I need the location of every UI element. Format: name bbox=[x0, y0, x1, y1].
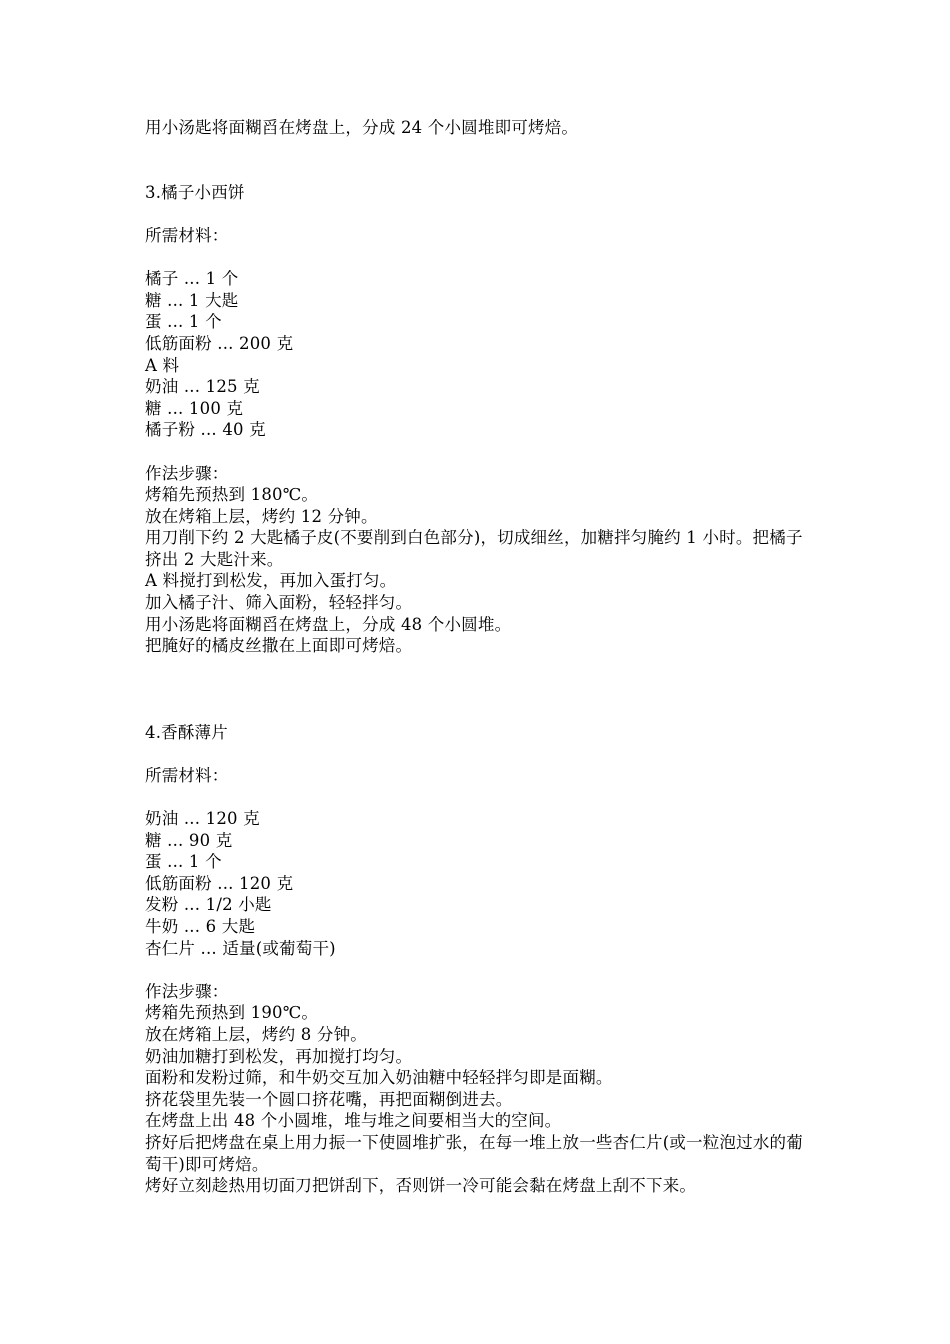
ingredient-item: 糖 ... 90 克 bbox=[145, 830, 233, 850]
step-item: 在烤盘上出 48 个小圆堆，堆与堆之间要相当大的空间。 bbox=[145, 1111, 562, 1131]
recipe3-steps-heading: 作法步骤： bbox=[145, 463, 229, 483]
step-item: 加入橘子汁、筛入面粉，轻轻拌匀。 bbox=[145, 593, 413, 613]
step-item: A 料搅打到松发，再加入蛋打匀。 bbox=[145, 571, 397, 591]
recipe4-title: 4.香酥薄片 bbox=[145, 722, 228, 742]
ingredient-item: 橘子 ... 1 个 bbox=[145, 269, 239, 289]
ingredient-item: 奶油 ... 120 克 bbox=[145, 809, 260, 829]
ingredient-item: 低筋面粉 ... 200 克 bbox=[145, 333, 294, 353]
ingredient-group-label: A 料 bbox=[145, 355, 180, 375]
ingredient-item: 杏仁片 ... 适量(或葡萄干) bbox=[145, 938, 336, 958]
step-item: 烤箱先预热到 180℃。 bbox=[145, 485, 319, 505]
step-item: 面粉和发粉过筛，和牛奶交互加入奶油糖中轻轻拌匀即是面糊。 bbox=[145, 1068, 613, 1088]
ingredient-item: 发粉 ... 1/2 小匙 bbox=[145, 895, 272, 915]
step-item: 放在烤箱上层，烤约 12 分钟。 bbox=[145, 506, 378, 526]
ingredient-item: 蛋 ... 1 个 bbox=[145, 312, 222, 332]
ingredient-item: 奶油 ... 125 克 bbox=[145, 377, 260, 397]
ingredient-item: 糖 ... 1 大匙 bbox=[145, 290, 239, 310]
step-item: 挤好后把烤盘在桌上用力振一下使圆堆扩张，在每一堆上放一些杏仁片(或一粒泡过水的葡萄干)即可烤焙。 bbox=[145, 1132, 803, 1174]
recipe4-steps-heading: 作法步骤： bbox=[145, 981, 229, 1001]
recipe4-ingredient-list bbox=[145, 808, 815, 959]
recipe3-step-list bbox=[145, 484, 815, 657]
step-item: 放在烤箱上层，烤约 8 分钟。 bbox=[145, 1024, 367, 1044]
step-item: 把腌好的橘皮丝撒在上面即可烤焙。 bbox=[145, 636, 413, 656]
document-body bbox=[145, 117, 815, 1197]
intro-line: 用小汤匙将面糊舀在烤盘上，分成 24 个小圆堆即可烤焙。 bbox=[145, 118, 579, 137]
ingredient-item: 糖 ... 100 克 bbox=[145, 398, 244, 418]
step-item: 用刀削下约 2 大匙橘子皮(不要削到白色部分)，切成细丝，加糖拌匀腌约 1 小时。把橘子挤出 2 大匙汁来。 bbox=[145, 528, 803, 569]
step-item: 烤箱先预热到 190℃。 bbox=[145, 1003, 319, 1023]
recipe3-materials-heading: 所需材料： bbox=[145, 225, 229, 245]
recipe4-step-list bbox=[145, 1002, 815, 1196]
step-item: 挤花袋里先装一个圆口挤花嘴，再把面糊倒进去。 bbox=[145, 1089, 513, 1109]
step-item: 奶油加糖打到松发，再加搅打均匀。 bbox=[145, 1046, 413, 1066]
step-item: 烤好立刻趁热用切面刀把饼刮下，否则饼一冷可能会黏在烤盘上刮不下来。 bbox=[145, 1176, 697, 1196]
recipe4-materials-heading: 所需材料： bbox=[145, 765, 229, 785]
recipe3-ingredient-list bbox=[145, 268, 815, 441]
ingredient-item: 橘子粉 ... 40 克 bbox=[145, 420, 266, 440]
ingredient-item: 低筋面粉 ... 120 克 bbox=[145, 873, 294, 893]
step-item: 用小汤匙将面糊舀在烤盘上，分成 48 个小圆堆。 bbox=[145, 614, 512, 634]
ingredient-item: 蛋 ... 1 个 bbox=[145, 852, 222, 872]
recipe3-title: 3.橘子小西饼 bbox=[145, 182, 245, 202]
ingredient-item: 牛奶 ... 6 大匙 bbox=[145, 916, 256, 936]
